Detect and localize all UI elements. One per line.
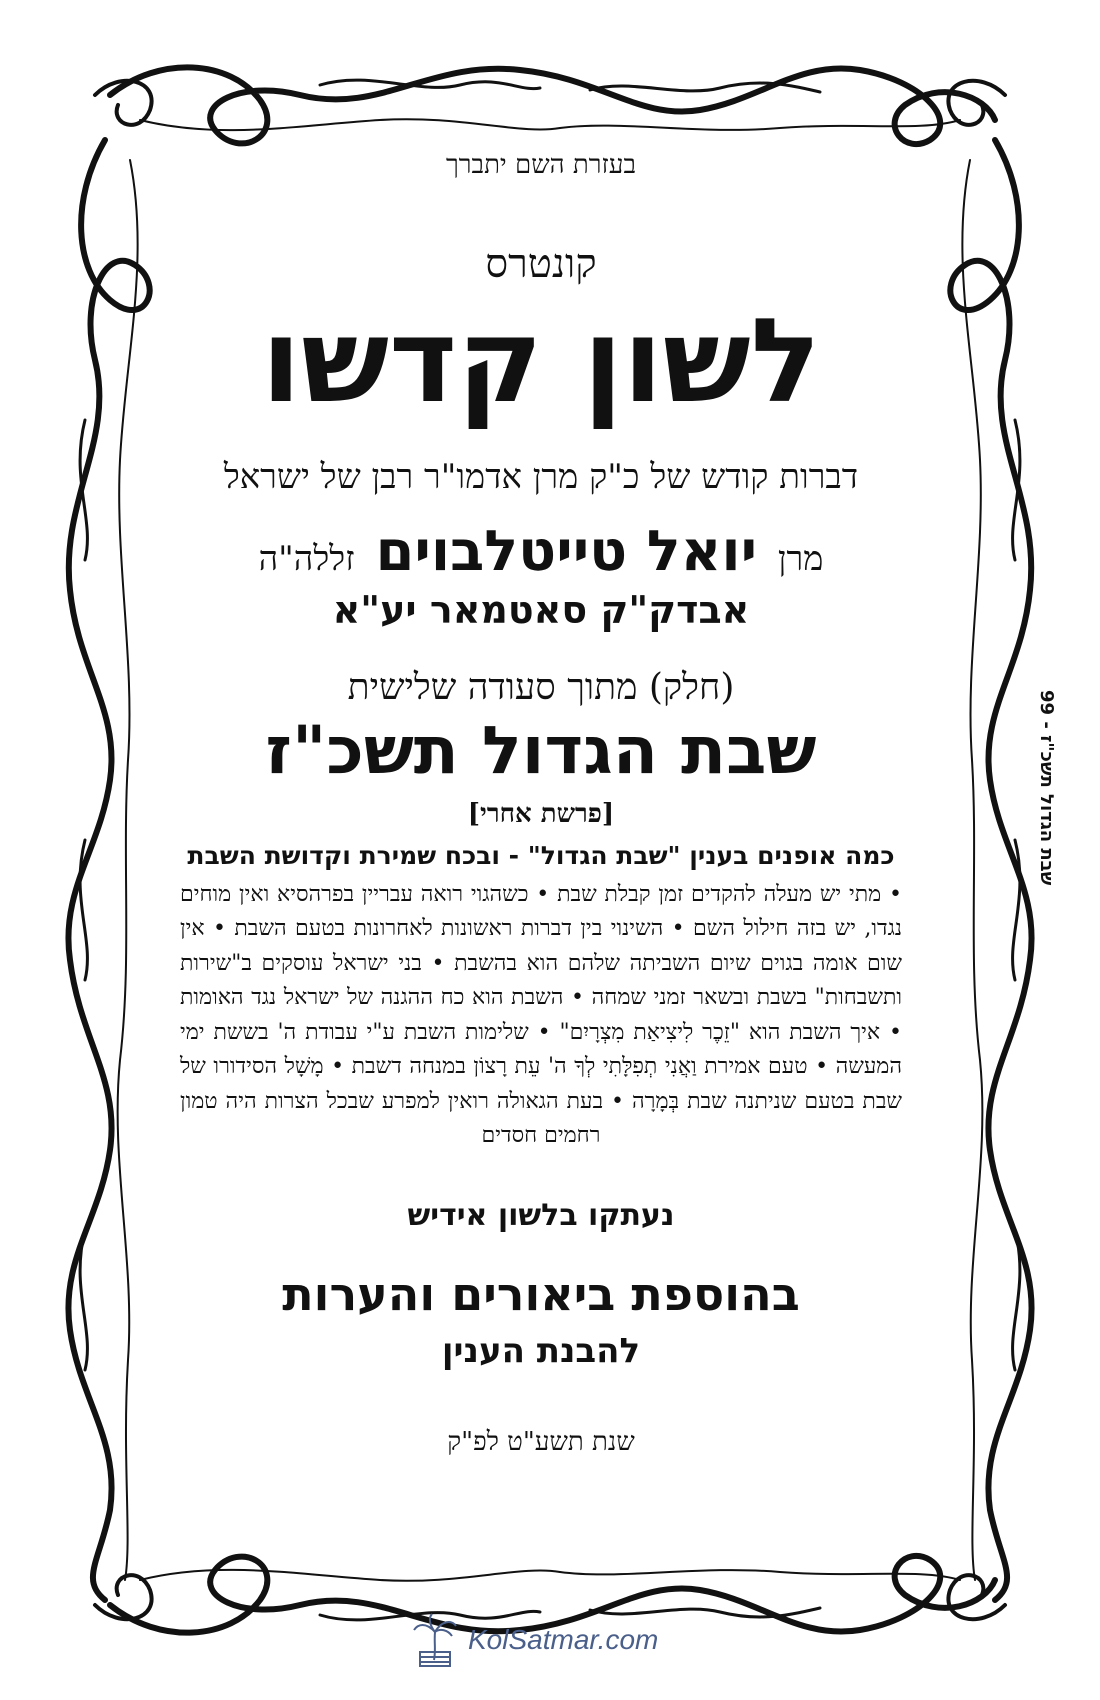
opening-blessing: בעזרת השם יתברך	[446, 150, 636, 180]
parsha-label: [פרשת אחרי]	[467, 798, 615, 829]
palm-tree-icon	[412, 1612, 458, 1668]
side-page-note: שבת הגדול תשכ"ז - 99	[1036, 690, 1057, 886]
understanding-line: להבנת הענין	[441, 1330, 641, 1371]
author-name-line	[178, 519, 904, 584]
shabbos-title: שבת הגדול תשכ"ז	[265, 711, 817, 789]
site-logo[interactable]	[412, 1610, 658, 1670]
author-words-line: דברות קודש של כ"ק מרן אדמו"ר רבן של ישראל	[223, 456, 859, 497]
author-name: יואל טייטלבוים	[375, 518, 758, 584]
title-page-content	[178, 150, 904, 1457]
author-prefix: מרן	[777, 538, 824, 579]
addition-title: בהוספת ביאורים והערות	[282, 1266, 800, 1321]
topics-list: • מתי יש מעלה להקדים זמן קבלת שבת • כשהגוי רואה עבריין בפרהסיא ואין מוחים נגדו, יש בזה חילול השם • השינוי בין דברות ראשונות לאחרונות בטעם השבת • אין שום אומה בגוים שיום השביתה שלהם הוא בהשבת • בני ישראל עוסקים ב"שירות ותשבחות" בשבת ובשאר זמני שמחה • השבת הוא כח ההגנה של ישראל נגד האומות • איך השבת הוא "זֵכֶר לִיצִיאַת מִצְרָיִם" • שלימות השבת ע"י עבודת ה' בששת ימי המעשה • טעם אמירת וַאֲנִי תְפִלָּתִי לְךָ ה' עֵת רָצוֹן במנחה דשבת • מָשָׁל הסידורו של שבת בטעם שניתנה שבת בְּמָרָה • בעת הגאולה רואין למפרע שבכל הצרות היה טמון רחמים חסדים	[180, 881, 902, 1149]
logo-text: KolSatmar.com	[468, 1624, 659, 1655]
seudah-line: (חלק) מתוך סעודה שלישית	[347, 666, 735, 708]
topics-heading: כמה אופנים בענין "שבת הגדול" - ובכח שמירת וקדושת השבת	[187, 840, 895, 870]
publication-year: שנת תשע"ט לפ"ק	[447, 1426, 635, 1457]
author-title-line: אבדק"ק סאטמאר יע"א	[332, 587, 750, 632]
kuntres-label: קונטרס	[485, 241, 597, 287]
translation-note: נעתקו בלשון אידיש	[407, 1197, 675, 1233]
author-suffix: זללה"ה	[258, 538, 355, 579]
main-title: לשון קדשו	[261, 294, 821, 429]
